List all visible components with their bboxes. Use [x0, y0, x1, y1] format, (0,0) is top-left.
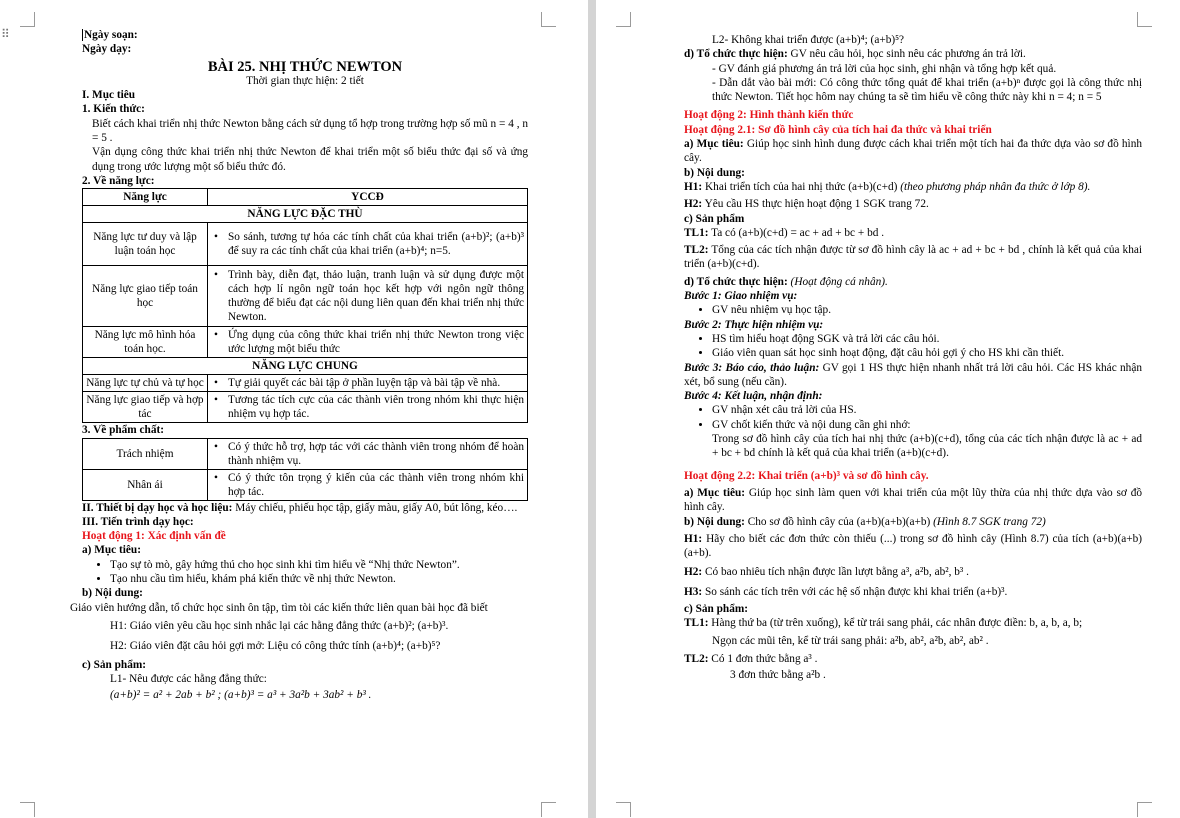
page-content-right[interactable] — [684, 33, 1142, 682]
step-4-label: Bước 4: Kết luận, nhận định: — [684, 390, 823, 403]
table-group-row — [83, 206, 528, 223]
list-item: • GV nêu nhiệm vụ học tập. — [712, 303, 1142, 317]
a21-product-label: c) Sản phẩm — [684, 212, 745, 225]
drag-handle-icon[interactable]: ⠿ — [1, 27, 9, 41]
activity-2-heading: Hoạt động 2: Hình thành kiến thức — [684, 109, 854, 122]
list-item: • Tạo sự tò mò, gây hứng thú cho học sinh khi tìm hiểu về “Nhị thức Newton”. — [110, 558, 528, 572]
margin-marker-top-left — [20, 12, 35, 27]
step-1-list — [684, 303, 1142, 317]
section-objectives: I. Mục tiêu — [82, 89, 136, 102]
table-cell: Năng lực giao tiếp và hợp tác — [83, 392, 208, 423]
list-item: • GV chốt kiến thức và nội dung cần ghi nhớ: — [712, 418, 1142, 432]
activity-2-2-heading: Hoạt động 2.2: Khai triển (a+b)³ và sơ đồ hình cây. — [684, 469, 929, 482]
table-row — [83, 392, 528, 423]
table-cell: Trách nhiệm — [83, 438, 208, 469]
question-h1: H1: Giáo viên yêu cầu học sinh nhắc lại các hằng đẳng thức (a+b)²; (a+b)³. — [110, 619, 449, 632]
lesson-title: BÀI 25. NHỊ THỨC NEWTON — [207, 58, 403, 75]
table-cell — [208, 392, 528, 423]
date-taught-label: Ngày dạy: — [82, 43, 132, 56]
section-competency: 2. Về năng lực: — [82, 174, 155, 187]
list-item: • Giáo viên quan sát học sinh hoạt động, đặt câu hỏi gợi ý cho HS khi cần thiết. — [712, 346, 1142, 360]
margin-marker-bottom-right — [541, 802, 556, 817]
section-knowledge: 1. Kiến thức: — [82, 103, 145, 116]
section-qualities: 3. Về phẩm chất: — [82, 424, 165, 437]
organize-step-1: - GV đánh giá phương án trả lời của học sinh, ghi nhận và tổng hợp kết quả. — [712, 62, 1057, 75]
table-header-cell: YCCĐ — [208, 189, 528, 206]
activity-2-1-heading: Hoạt động 2.1: Sơ đồ hình cây của tích hai đa thức và khai triển — [684, 123, 992, 136]
table-cell — [208, 223, 528, 266]
organize-line: d) Tổ chức thực hiện: GV nêu câu hỏi, học sinh nêu các phương án trả lời. — [684, 48, 1026, 61]
table-cell-text: • Có ý thức tôn trọng ý kiến của các thành viên trong nhóm khi hợp tác. — [211, 471, 524, 499]
margin-marker-top-right — [1137, 12, 1152, 27]
knowledge-item-2: Vận dụng công thức khai triển nhị thức Newton để khai triển một số biểu thức đại số và ứng dụng trong ước lượng một số biểu thức đó. — [92, 146, 528, 173]
table-cell — [208, 438, 528, 469]
margin-marker-top-right — [541, 12, 556, 27]
table-cell: Năng lực giao tiếp toán học — [83, 266, 208, 327]
product-l1: L1- Nêu được các hằng đẳng thức: — [110, 672, 267, 685]
knowledge-item-1: Biết cách khai triển nhị thức Newton bằng cách sử dụng tổ hợp trong trường hợp số mũ n = 4 , n = 5 . — [92, 117, 528, 145]
table-cell — [208, 327, 528, 358]
table-row — [83, 327, 528, 358]
table-row — [83, 266, 528, 327]
table-cell: Năng lực tư duy và lập luận toán học — [83, 223, 208, 266]
list-item: • HS tìm hiểu hoạt động SGK và trả lời các câu hỏi. — [712, 332, 1142, 346]
table-cell — [208, 469, 528, 500]
table-row — [83, 223, 528, 266]
page-content[interactable] — [70, 28, 528, 702]
organize-step-2: - Dẫn dắt vào bài mới: Có công thức tổng quát để khai triển (a+b)ⁿ được gọi là công thức nhị thức Newton. Tiết học hôm nay chúng ta sẽ tìm hiểu về công thức này khi n = 4; n = 5 — [712, 76, 1142, 104]
table-cell-text: • So sánh, tương tự hóa các tính chất của khai triển (a+b)²; (a+b)³ để suy ra các tính chất của khai triển (a+b)⁴; n=5. — [211, 230, 524, 258]
a22-answer-2b: 3 đơn thức bằng a²b . — [730, 669, 826, 682]
competency-table — [82, 188, 528, 423]
a21-objective: a) Mục tiêu: Giúp học sinh hình dung được cách khai triển một tích hai đa thức dựa vào sơ đồ hình cây. — [684, 138, 1142, 165]
section-equipment: II. Thiết bị dạy học và học liệu: Máy chiếu, phiếu học tập, giấy màu, giấy A0, bút lông, kéo…. — [82, 501, 518, 514]
table-cell — [208, 375, 528, 392]
step-4-list — [684, 403, 1142, 432]
table-cell: Năng lực mô hình hóa toán học. — [83, 327, 208, 358]
step-2-label: Bước 2: Thực hiện nhiệm vụ: — [684, 318, 824, 331]
question-h2: H2: Giáo viên đặt câu hỏi gợi mở: Liệu có công thức tính (a+b)⁴; (a+b)⁵? — [110, 640, 441, 653]
table-row — [83, 469, 528, 500]
margin-marker-bottom-left — [616, 802, 631, 817]
table-row — [83, 375, 528, 392]
table-group-cell: NĂNG LỰC CHUNG — [83, 358, 528, 375]
a21-organize: d) Tổ chức thực hiện: (Hoạt động cá nhân). — [684, 275, 888, 288]
list-item: • Tạo nhu cầu tìm hiểu, khám phá kiến thức về nhị thức Newton. — [110, 572, 528, 586]
product-label: c) Sản phẩm: — [82, 658, 147, 671]
date-prepared-label: Ngày soạn: — [84, 29, 138, 41]
a22-content: b) Nội dung: Cho sơ đồ hình cây của (a+b)(a+b)(a+b) (Hình 8.7 SGK trang 72) — [684, 515, 1046, 528]
list-item: • GV nhận xét câu trả lời của HS. — [712, 403, 1142, 417]
page-gutter — [588, 0, 596, 818]
a22-answer-2: TL2: Có 1 đơn thức bằng a³ . — [684, 652, 818, 665]
table-cell-text: • Tự giải quyết các bài tập ở phần luyện tập và bài tập về nhà. — [211, 376, 524, 390]
activity-1-heading: Hoạt động 1: Xác định vấn đề — [82, 530, 226, 543]
table-cell-text: • Trình bày, diễn đạt, thảo luận, tranh luận và sử dụng được một cách hợp lí ngôn ngữ toán học kết hợp với ngôn ngữ thông thường để biểu đạt các nội dung liên quan đến khai triển nhị thức Newton. — [211, 268, 524, 324]
a22-answer-1b: Ngọn các mũi tên, kể từ trái sang phải: a²b, ab², a²b, ab², ab² . — [712, 634, 989, 647]
lesson-duration: Thời gian thực hiện: 2 tiết — [246, 74, 364, 87]
margin-marker-bottom-right — [1137, 802, 1152, 817]
a22-answer-1: TL1: Hàng thứ ba (từ trên xuống), kể từ trái sang phải, các nhân được điền: b, a, b, a, b; — [684, 617, 1083, 630]
margin-marker-top-left — [616, 12, 631, 27]
objective-label: a) Mục tiêu: — [82, 544, 141, 557]
step-1-label: Bước 1: Giao nhiệm vụ: — [684, 290, 798, 303]
a21-question-h1: H1: Khai triển tích của hai nhị thức (a+b)(c+d) (theo phương pháp nhân đa thức ở lớp 8). — [684, 180, 1091, 193]
step-3: Bước 3: Báo cáo, thảo luận: GV gọi 1 HS thực hiện nhanh nhất trả lời câu hỏi. Các HS khác nhận xét, bổ sung (nếu cần). — [684, 361, 1142, 388]
text-cursor — [82, 29, 83, 41]
table-header-row — [83, 189, 528, 206]
objective-list — [82, 558, 528, 587]
a22-question-h3: H3: So sánh các tích trên với các hệ số nhận được khi khai triển (a+b)³. — [684, 585, 1008, 598]
table-group-cell: NĂNG LỰC ĐẶC THÙ — [83, 206, 528, 223]
table-cell-text: • Có ý thức hỗ trợ, hợp tác với các thành viên trong nhóm để hoàn thành nhiệm vụ. — [211, 440, 524, 468]
step-4-conclusion: Trong sơ đồ hình cây của tích hai nhị thức (a+b)(c+d), tổng của các tích nhận được là ac + ad + bc + bd chính là kết quả của khai triển (a+b)(c+d). — [712, 433, 1142, 460]
content-label: b) Nội dung: — [82, 587, 143, 600]
table-cell: Năng lực tự chủ và tự học — [83, 375, 208, 392]
table-header-cell: Năng lực — [83, 189, 208, 206]
a22-question-h2: H2: Có bao nhiêu tích nhận được lần lượt bằng a³, a²b, ab², b³ . — [684, 566, 969, 579]
table-cell-text: • Tương tác tích cực của các thành viên trong nhóm khi thực hiện nhiệm vụ hợp tác. — [211, 393, 524, 421]
a22-product-label: c) Sản phẩm: — [684, 602, 749, 615]
section-process: III. Tiến trình dạy học: — [82, 515, 194, 528]
a21-content-label: b) Nội dung: — [684, 166, 745, 179]
qualities-table — [82, 438, 528, 501]
document-page-left — [0, 0, 588, 818]
margin-marker-bottom-left — [20, 802, 35, 817]
step-2-list — [684, 332, 1142, 361]
table-cell — [208, 266, 528, 327]
a22-objective: a) Mục tiêu: Giúp học sinh làm quen với khai triển của một lũy thừa của nhị thức dựa vào sơ đồ hình cây. — [684, 486, 1142, 514]
product-l2: L2- Không khai triển được (a+b)⁴; (a+b)⁵? — [712, 34, 905, 46]
a21-answer-1: TL1: Ta có (a+b)(c+d) = ac + ad + bc + bd . — [684, 226, 885, 239]
table-row — [83, 438, 528, 469]
a22-question-h1: H1: Hãy cho biết các đơn thức còn thiếu (...) trong sơ đồ hình cây (Hình 8.7) của tích (a+b)(a+b)(a+b). — [684, 532, 1142, 560]
content-text: Giáo viên hướng dẫn, tổ chức học sinh ôn tập, tìm tòi các kiến thức liên quan bài học đã biết — [70, 601, 488, 614]
table-group-row — [83, 358, 528, 375]
table-cell: Nhân ái — [83, 469, 208, 500]
a21-answer-2: TL2: Tổng của các tích nhận được từ sơ đồ hình cây là ac + ad + bc + bd , chính là kết quả của khai triển (a+b)(c+d). — [684, 244, 1142, 271]
a21-question-h2: H2: Yêu cầu HS thực hiện hoạt động 1 SGK trang 72. — [684, 198, 929, 211]
product-l1-formula: (a+b)² = a² + 2ab + b² ; (a+b)³ = a³ + 3a²b + 3ab² + b³ . — [110, 689, 372, 702]
table-cell-text: • Ứng dụng của công thức khai triển nhị thức Newton trong việc ước lượng một biểu thức — [211, 328, 524, 356]
